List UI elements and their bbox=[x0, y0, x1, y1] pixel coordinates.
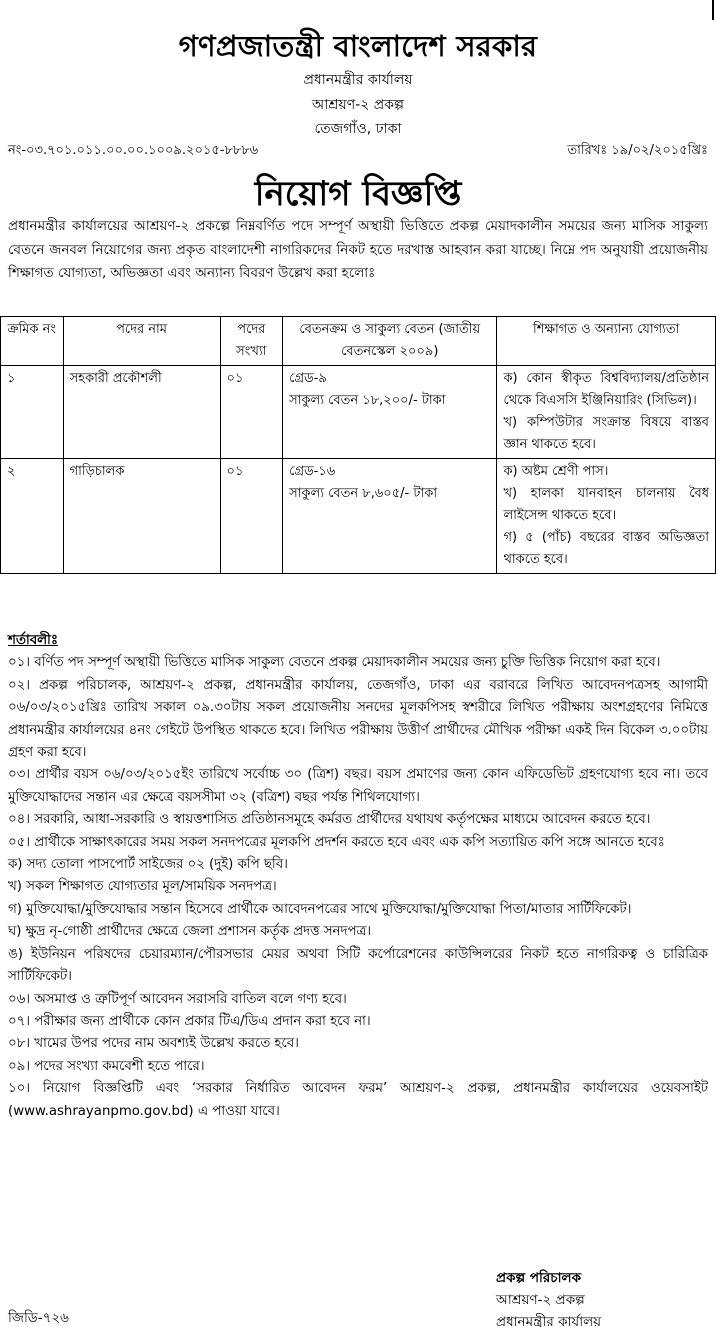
row-salary bbox=[283, 366, 497, 459]
office-line: প্রধানমন্ত্রীর কার্যালয় bbox=[303, 72, 413, 88]
footer-code: জিডি-৭২৬ bbox=[8, 1310, 69, 1326]
row-qualifications bbox=[497, 459, 716, 574]
row-salary-amount: সাকুল্য বেতন ৮,৬০৫/- টাকা bbox=[289, 486, 438, 501]
vacancy-table bbox=[0, 316, 716, 574]
row-salary-amount: সাকুল্য বেতন ১৮,২০০/- টাকা bbox=[289, 393, 446, 408]
terms-section bbox=[8, 630, 708, 1123]
row-count: ০১ bbox=[220, 459, 283, 574]
term-item: ০৫। প্রার্থীকে সাক্ষাৎকারের সময় সকল সনদপত্রের মূলকপি প্রদর্শন করতে হবে এবং এক কপি সত্যায়িত কপি সঙ্গে আনতে হবেঃ bbox=[8, 834, 665, 850]
qualification-item: খ) কম্পিউটার সংক্রান্ত বিষয়ে বাস্তব জ্ঞান থাকতে হবে। bbox=[503, 415, 709, 452]
table-header-row bbox=[1, 317, 716, 366]
term-item: ঘ) ক্ষুদ্র নৃ-গোষ্ঠী প্রার্থীদের ক্ষেত্রে জেলা প্রশাসন কর্তৃক প্রদত্ত সনদপত্র। bbox=[8, 924, 372, 940]
notice-headline: নিয়োগ বিজ্ঞপ্তি bbox=[254, 174, 462, 214]
table-row bbox=[1, 366, 716, 459]
row-serial: ১ bbox=[1, 366, 64, 459]
memo-date: তারিখঃ ১৯/০২/২০১৫খ্রিঃ bbox=[567, 143, 708, 158]
term-item: ০৬। অসমাপ্ত ও ত্রুটিপূর্ণ আবেদন সরাসরি বাতিল বলে গণ্য হবে। bbox=[8, 991, 347, 1007]
signature-title: প্রকল্প পরিচালক bbox=[496, 1270, 582, 1286]
term-item: ০১। বর্ণিত পদ সম্পূর্ণ অস্থায়ী ভিত্তিতে মাসিক সাকুল্য বেতনে প্রকল্প মেয়াদকালীন সময়ের জন্য চুক্তি ভিত্তিক নিয়োগ করা হবে। bbox=[8, 655, 661, 671]
header-count: পদের সংখ্যা bbox=[220, 317, 283, 366]
term-item: ০২। প্রকল্প পরিচালক, আশ্রয়ণ-২ প্রকল্প, প্রধানমন্ত্রীর কার্যালয়, তেজগাঁও, ঢাকা এর বরাবরে লিখিত আবেদনপত্রসহ আগামী ০৬/০৩/২০১৫খ্রিঃ তারিখ সকাল ০৯.৩০টায় সকল প্রয়োজনীয় সনদের মূলকপিসহ স্বশরীরে লিখিত পরীক্ষায় অংশগ্রহণের নিমিত্তে প্রধানমন্ত্রীর কার্যালয়ের ৪নং গেইটে উপস্থিত থাকতে হবে। লিখিত পরীক্ষায় উত্তীর্ণ প্রার্থীদের মৌখিক পরীক্ষা একই দিন বিকেল ৩.০০টায় গ্রহণ করা হবে। bbox=[8, 677, 708, 761]
row-count: ০১ bbox=[220, 366, 283, 459]
term-item: ক) সদ্য তোলা পাসপোর্ট সাইজের ০২ (দুই) কপি ছবি। bbox=[8, 857, 288, 873]
memo-number: নং-০৩.৭০১.০১১.০০.০০.১০০৯.২০১৫-৮৮৮৬ bbox=[8, 143, 259, 158]
term-item: গ) মুক্তিযোদ্ধা/মুক্তিযোদ্ধার সন্তান হিসেবে প্রার্থীকে আবেদনপত্রের সাথে মুক্তিযোদ্ধা/মুক্তিযোদ্ধা পিতা/মাতার সার্টিফিকেট। bbox=[8, 901, 632, 917]
row-post: গাড়িচালক bbox=[63, 459, 220, 574]
term-item: ঙ) ইউনিয়ন পরিষদের চেয়ারম্যান/পৌরসভার মেয়র অথবা সিটি কর্পোরেশনের কাউন্সিলরের নিকট হতে নাগরিকত্ব ও চারিত্রিক সার্টিফিকেট। bbox=[8, 946, 708, 985]
intro-paragraph: প্রধানমন্ত্রীর কার্যালয়ের আশ্রয়ণ-২ প্রকল্পে নিম্নবর্ণিত পদে সম্পূর্ণ অস্থায়ী ভিত্তিতে প্রকল্প মেয়াদকালীন সময়ের জন্য মাসিক সাকুল্য বেতনে জনবল নিয়োগের জন্য প্রকৃত বাংলাদেশী নাগরিকদের নিকট হতে দরখাস্ত আহবান করা যাচ্ছে। নিম্নে পদ অনুযায়ী প্রয়োজনীয় শিক্ষাগত যোগ্যতা, অভিজ্ঞতা এবং অন্যান্য বিবরণ উল্লেখ করা হলোঃ bbox=[8, 218, 708, 281]
term-item: ০৭। পরীক্ষার জন্য প্রার্থীকে কোন প্রকার টিএ/ডিএ প্রদান করা হবে না। bbox=[8, 1013, 371, 1029]
header-salary: বেতনক্রম ও সাকুল্য বেতন (জাতীয় বেতনস্কেল ২০০৯) bbox=[283, 317, 497, 366]
qualification-item: ক) কোন স্বীকৃত বিশ্ববিদ্যালয়/প্রতিষ্ঠান থেকে বিএসসি ইঞ্জিনিয়ারিং (সিভিল)। bbox=[503, 371, 709, 408]
qualification-item: গ) ৫ (পাঁচ) বছরের বাস্তব অভিজ্ঞতা থাকতে হবে। bbox=[503, 530, 709, 567]
signature-office: প্রধানমন্ত্রীর কার্যালয় bbox=[496, 1314, 602, 1327]
term-item: ০৪। সরকারি, আধা-সরকারি ও স্বায়ত্তশাসিত প্রতিষ্ঠানসমূহে কর্মরত প্রার্থীদের যথাযথ কর্তৃপক্ষের মাধ্যমে আবেদন করতে হবে। bbox=[8, 812, 651, 828]
term-item: খ) সকল শিক্ষাগত যোগ্যতার মূল/সাময়িক সনদপত্র। bbox=[8, 879, 277, 895]
row-post: সহকারী প্রকৌশলী bbox=[63, 366, 220, 459]
row-grade: গ্রেড-৯ bbox=[289, 371, 327, 386]
qualification-item: খ) হালকা যানবাহন চালনায় বৈধ লাইসেন্স থাকতে হবে। bbox=[503, 486, 709, 523]
term-item: ০৮। খামের উপর পদের নাম অবশ্যই উল্লেখ করতে হবে। bbox=[8, 1036, 299, 1052]
header-serial: ক্রমিক নং bbox=[1, 317, 64, 366]
term-item: ০৩। প্রার্থীর বয়স ০৬/০৩/২০১৫ইং তারিখে সর্বোচ্চ ৩০ (ত্রিশ) বছর। বয়স প্রমাণের জন্য কোন এফিডেভিট গ্রহণযোগ্য হবে না। তবে মুক্তিযোদ্ধাদের সন্তান এর ক্ষেত্রে বয়সসীমা ৩২ (বত্রিশ) বছর পর্যন্ত শিথিলযোগ্য। bbox=[8, 767, 708, 805]
term-item: ০৯। পদের সংখ্যা কমবেশী হতে পারে। bbox=[8, 1058, 205, 1074]
qualification-item: ক) অষ্টম শ্রেণী পাস। bbox=[503, 464, 609, 479]
row-serial: ২ bbox=[1, 459, 64, 574]
row-salary bbox=[283, 459, 497, 574]
terms-title: শর্তাবলীঃ bbox=[8, 633, 58, 648]
government-title: গণপ্রজাতন্ত্রী বাংলাদেশ সরকার bbox=[178, 29, 538, 63]
table-row bbox=[1, 459, 716, 574]
header-qualification: শিক্ষাগত ও অন্যান্য যোগ্যতা bbox=[497, 317, 716, 366]
header-post: পদের নাম bbox=[63, 317, 220, 366]
row-qualifications bbox=[497, 366, 716, 459]
signature-project: আশ্রয়ণ-২ প্রকল্প bbox=[496, 1292, 585, 1308]
edge-line bbox=[712, 0, 714, 20]
project-line: আশ্রয়ণ-২ প্রকল্প bbox=[311, 97, 405, 113]
address-line: তেজগাঁও, ঢাকা bbox=[314, 121, 402, 137]
term-item: ১০। নিয়োগ বিজ্ঞপ্তিটি এবং ‘সরকার নির্ধারিত আবেদন ফরম’ আশ্রয়ণ-২ প্রকল্প, প্রধানমন্ত্রীর কার্যালয়ের ওয়েবসাইট (www.ashrayanpmo.gov.bd) এ পাওয়া যাবে। bbox=[8, 1081, 708, 1119]
row-grade: গ্রেড-১৬ bbox=[289, 464, 336, 479]
